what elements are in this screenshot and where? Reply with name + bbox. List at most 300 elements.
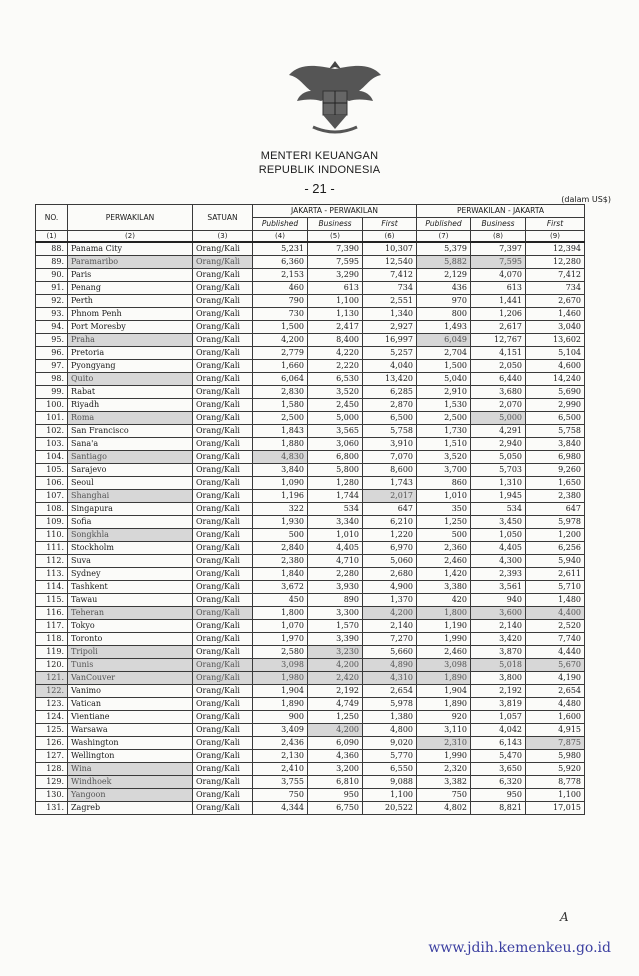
perwakilan-cell: Port Moresby xyxy=(68,321,193,334)
header-business-2: Business xyxy=(471,218,526,231)
pj-published-cell: 6,049 xyxy=(417,334,471,347)
jp-first-cell: 1,220 xyxy=(363,529,417,542)
pj-published-cell: 2,704 xyxy=(417,347,471,360)
jp-business-cell: 3,520 xyxy=(308,386,363,399)
satuan-cell: Orang/Kali xyxy=(193,242,253,256)
pj-published-cell: 2,460 xyxy=(417,555,471,568)
jp-published-cell: 1,196 xyxy=(253,490,308,503)
pj-first-cell: 5,104 xyxy=(526,347,585,360)
satuan-cell: Orang/Kali xyxy=(193,672,253,685)
pj-first-cell: 2,654 xyxy=(526,685,585,698)
jp-first-cell: 5,758 xyxy=(363,425,417,438)
pj-business-cell: 1,206 xyxy=(471,308,526,321)
pj-first-cell: 4,600 xyxy=(526,360,585,373)
row-number: 110. xyxy=(36,529,68,542)
pj-published-cell: 5,882 xyxy=(417,256,471,269)
pj-first-cell: 4,190 xyxy=(526,672,585,685)
pj-published-cell: 1,890 xyxy=(417,698,471,711)
satuan-cell: Orang/Kali xyxy=(193,581,253,594)
jp-first-cell: 647 xyxy=(363,503,417,516)
perwakilan-cell: Roma xyxy=(68,412,193,425)
jp-business-cell: 3,390 xyxy=(308,633,363,646)
table-row xyxy=(36,568,585,581)
pj-first-cell: 2,611 xyxy=(526,568,585,581)
perwakilan-cell: Tripoli xyxy=(68,646,193,659)
satuan-cell: Orang/Kali xyxy=(193,646,253,659)
satuan-cell: Orang/Kali xyxy=(193,516,253,529)
table-row xyxy=(36,646,585,659)
jp-published-cell: 4,830 xyxy=(253,451,308,464)
satuan-cell: Orang/Kali xyxy=(193,451,253,464)
row-number: 111. xyxy=(36,542,68,555)
table-row xyxy=(36,737,585,750)
pj-published-cell: 5,379 xyxy=(417,242,471,256)
jp-business-cell: 1,280 xyxy=(308,477,363,490)
satuan-cell: Orang/Kali xyxy=(193,750,253,763)
jp-business-cell: 7,390 xyxy=(308,242,363,256)
jp-business-cell: 1,130 xyxy=(308,308,363,321)
pj-published-cell: 1,904 xyxy=(417,685,471,698)
jp-published-cell: 3,409 xyxy=(253,724,308,737)
pj-first-cell: 5,980 xyxy=(526,750,585,763)
pj-business-cell: 3,600 xyxy=(471,607,526,620)
perwakilan-cell: Sarajevo xyxy=(68,464,193,477)
jp-first-cell: 2,551 xyxy=(363,295,417,308)
table-row xyxy=(36,555,585,568)
table-row xyxy=(36,685,585,698)
jp-business-cell: 3,930 xyxy=(308,581,363,594)
pj-business-cell: 3,650 xyxy=(471,763,526,776)
jp-business-cell: 2,280 xyxy=(308,568,363,581)
jp-first-cell: 2,017 xyxy=(363,490,417,503)
jp-first-cell: 734 xyxy=(363,282,417,295)
pj-published-cell: 1,250 xyxy=(417,516,471,529)
jp-published-cell: 2,380 xyxy=(253,555,308,568)
perwakilan-cell: Praha xyxy=(68,334,193,347)
satuan-cell: Orang/Kali xyxy=(193,282,253,295)
pj-published-cell: 2,500 xyxy=(417,412,471,425)
jp-business-cell: 2,450 xyxy=(308,399,363,412)
table-row xyxy=(36,373,585,386)
jp-published-cell: 790 xyxy=(253,295,308,308)
perwakilan-cell: Shanghai xyxy=(68,490,193,503)
pj-published-cell: 2,320 xyxy=(417,763,471,776)
perwakilan-cell: Seoul xyxy=(68,477,193,490)
header-perwakilan: PERWAKILAN xyxy=(68,205,193,231)
jp-business-cell: 1,100 xyxy=(308,295,363,308)
pj-published-cell: 3,110 xyxy=(417,724,471,737)
perwakilan-cell: Sofia xyxy=(68,516,193,529)
table-row xyxy=(36,763,585,776)
satuan-cell: Orang/Kali xyxy=(193,438,253,451)
pj-published-cell: 1,500 xyxy=(417,360,471,373)
pj-first-cell: 2,990 xyxy=(526,399,585,412)
jp-published-cell: 750 xyxy=(253,789,308,802)
jp-published-cell: 6,064 xyxy=(253,373,308,386)
table-row xyxy=(36,269,585,282)
pj-published-cell: 1,493 xyxy=(417,321,471,334)
jp-business-cell: 6,800 xyxy=(308,451,363,464)
row-number: 101. xyxy=(36,412,68,425)
perwakilan-cell: Tunis xyxy=(68,659,193,672)
pj-first-cell: 12,394 xyxy=(526,242,585,256)
travel-cost-table xyxy=(35,204,585,815)
pj-business-cell: 1,310 xyxy=(471,477,526,490)
jp-first-cell: 2,680 xyxy=(363,568,417,581)
row-number: 117. xyxy=(36,620,68,633)
signature-initials: A xyxy=(560,910,569,924)
satuan-cell: Orang/Kali xyxy=(193,399,253,412)
table-row xyxy=(36,308,585,321)
jp-published-cell: 4,344 xyxy=(253,802,308,815)
jp-first-cell: 1,370 xyxy=(363,594,417,607)
row-number: 107. xyxy=(36,490,68,503)
perwakilan-cell: Singapura xyxy=(68,503,193,516)
col-number: (5) xyxy=(308,231,363,243)
jp-first-cell: 1,100 xyxy=(363,789,417,802)
jp-published-cell: 6,360 xyxy=(253,256,308,269)
table-row xyxy=(36,581,585,594)
pj-published-cell: 2,360 xyxy=(417,542,471,555)
jp-business-cell: 3,060 xyxy=(308,438,363,451)
pj-business-cell: 3,819 xyxy=(471,698,526,711)
jp-published-cell: 1,930 xyxy=(253,516,308,529)
perwakilan-cell: Windhoek xyxy=(68,776,193,789)
pj-first-cell: 1,200 xyxy=(526,529,585,542)
row-number: 115. xyxy=(36,594,68,607)
jp-published-cell: 2,580 xyxy=(253,646,308,659)
jp-first-cell: 2,654 xyxy=(363,685,417,698)
pj-business-cell: 4,291 xyxy=(471,425,526,438)
table-row xyxy=(36,451,585,464)
pj-business-cell: 3,420 xyxy=(471,633,526,646)
jp-business-cell: 4,405 xyxy=(308,542,363,555)
pj-published-cell: 3,098 xyxy=(417,659,471,672)
table-row xyxy=(36,347,585,360)
jp-published-cell: 460 xyxy=(253,282,308,295)
jp-published-cell: 5,231 xyxy=(253,242,308,256)
satuan-cell: Orang/Kali xyxy=(193,425,253,438)
jp-business-cell: 6,090 xyxy=(308,737,363,750)
pj-business-cell: 534 xyxy=(471,503,526,516)
jp-first-cell: 1,380 xyxy=(363,711,417,724)
col-number: (1) xyxy=(36,231,68,243)
jp-business-cell: 4,710 xyxy=(308,555,363,568)
satuan-cell: Orang/Kali xyxy=(193,477,253,490)
pj-business-cell: 8,821 xyxy=(471,802,526,815)
perwakilan-cell: Wina xyxy=(68,763,193,776)
pj-published-cell: 1,990 xyxy=(417,750,471,763)
table-row xyxy=(36,321,585,334)
row-number: 119. xyxy=(36,646,68,659)
row-number: 127. xyxy=(36,750,68,763)
pj-business-cell: 3,800 xyxy=(471,672,526,685)
jp-first-cell: 4,890 xyxy=(363,659,417,672)
pj-published-cell: 1,530 xyxy=(417,399,471,412)
jp-first-cell: 5,770 xyxy=(363,750,417,763)
header-published-2: Published xyxy=(417,218,471,231)
row-number: 131. xyxy=(36,802,68,815)
jp-published-cell: 900 xyxy=(253,711,308,724)
pj-first-cell: 1,480 xyxy=(526,594,585,607)
row-number: 104. xyxy=(36,451,68,464)
jp-published-cell: 730 xyxy=(253,308,308,321)
jp-business-cell: 3,340 xyxy=(308,516,363,529)
table-row xyxy=(36,412,585,425)
header-published-1: Published xyxy=(253,218,308,231)
row-number: 108. xyxy=(36,503,68,516)
jp-business-cell: 1,010 xyxy=(308,529,363,542)
pj-published-cell: 3,380 xyxy=(417,581,471,594)
jp-business-cell: 3,200 xyxy=(308,763,363,776)
jp-first-cell: 5,257 xyxy=(363,347,417,360)
pj-published-cell: 970 xyxy=(417,295,471,308)
jp-business-cell: 3,230 xyxy=(308,646,363,659)
pj-published-cell: 1,990 xyxy=(417,633,471,646)
jp-first-cell: 1,340 xyxy=(363,308,417,321)
satuan-cell: Orang/Kali xyxy=(193,620,253,633)
row-number: 91. xyxy=(36,282,68,295)
jp-published-cell: 450 xyxy=(253,594,308,607)
perwakilan-cell: Tashkent xyxy=(68,581,193,594)
pj-first-cell: 3,040 xyxy=(526,321,585,334)
pj-published-cell: 2,310 xyxy=(417,737,471,750)
pj-published-cell: 800 xyxy=(417,308,471,321)
pj-business-cell: 6,440 xyxy=(471,373,526,386)
table-row xyxy=(36,711,585,724)
pj-business-cell: 5,018 xyxy=(471,659,526,672)
jp-first-cell: 9,020 xyxy=(363,737,417,750)
pj-business-cell: 5,703 xyxy=(471,464,526,477)
jp-business-cell: 6,530 xyxy=(308,373,363,386)
pj-business-cell: 4,042 xyxy=(471,724,526,737)
jp-business-cell: 2,192 xyxy=(308,685,363,698)
pj-published-cell: 350 xyxy=(417,503,471,516)
table-row xyxy=(36,542,585,555)
satuan-cell: Orang/Kali xyxy=(193,412,253,425)
jp-business-cell: 1,570 xyxy=(308,620,363,633)
row-number: 99. xyxy=(36,386,68,399)
table-row xyxy=(36,464,585,477)
pj-business-cell: 2,940 xyxy=(471,438,526,451)
jp-published-cell: 2,830 xyxy=(253,386,308,399)
table-row xyxy=(36,698,585,711)
table-row xyxy=(36,503,585,516)
row-number: 103. xyxy=(36,438,68,451)
pj-first-cell: 5,920 xyxy=(526,763,585,776)
pj-business-cell: 940 xyxy=(471,594,526,607)
satuan-cell: Orang/Kali xyxy=(193,698,253,711)
row-number: 130. xyxy=(36,789,68,802)
pj-business-cell: 5,050 xyxy=(471,451,526,464)
jp-business-cell: 3,290 xyxy=(308,269,363,282)
jp-business-cell: 950 xyxy=(308,789,363,802)
satuan-cell: Orang/Kali xyxy=(193,737,253,750)
jp-first-cell: 7,270 xyxy=(363,633,417,646)
pj-first-cell: 5,758 xyxy=(526,425,585,438)
row-number: 126. xyxy=(36,737,68,750)
satuan-cell: Orang/Kali xyxy=(193,269,253,282)
jp-published-cell: 2,130 xyxy=(253,750,308,763)
table-row xyxy=(36,659,585,672)
pj-published-cell: 3,700 xyxy=(417,464,471,477)
pj-business-cell: 950 xyxy=(471,789,526,802)
row-number: 95. xyxy=(36,334,68,347)
table-row xyxy=(36,789,585,802)
perwakilan-cell: Warsawa xyxy=(68,724,193,737)
pj-first-cell: 647 xyxy=(526,503,585,516)
row-number: 129. xyxy=(36,776,68,789)
perwakilan-cell: Vatican xyxy=(68,698,193,711)
jp-published-cell: 1,580 xyxy=(253,399,308,412)
pj-published-cell: 2,129 xyxy=(417,269,471,282)
pj-business-cell: 4,405 xyxy=(471,542,526,555)
jp-published-cell: 500 xyxy=(253,529,308,542)
satuan-cell: Orang/Kali xyxy=(193,542,253,555)
pj-first-cell: 17,015 xyxy=(526,802,585,815)
pj-business-cell: 2,140 xyxy=(471,620,526,633)
perwakilan-cell: Phnom Penh xyxy=(68,308,193,321)
jp-business-cell: 5,000 xyxy=(308,412,363,425)
pj-first-cell: 5,710 xyxy=(526,581,585,594)
jp-published-cell: 2,500 xyxy=(253,412,308,425)
jp-published-cell: 4,200 xyxy=(253,334,308,347)
table-row xyxy=(36,802,585,815)
jp-published-cell: 2,153 xyxy=(253,269,308,282)
satuan-cell: Orang/Kali xyxy=(193,256,253,269)
pj-first-cell: 2,380 xyxy=(526,490,585,503)
jp-published-cell: 3,840 xyxy=(253,464,308,477)
table-row xyxy=(36,386,585,399)
header-jakarta-perwakilan: JAKARTA - PERWAKILAN xyxy=(253,205,417,218)
row-number: 106. xyxy=(36,477,68,490)
pj-published-cell: 2,910 xyxy=(417,386,471,399)
jp-business-cell: 6,810 xyxy=(308,776,363,789)
perwakilan-cell: Toronto xyxy=(68,633,193,646)
pj-published-cell: 1,800 xyxy=(417,607,471,620)
jp-first-cell: 5,060 xyxy=(363,555,417,568)
pj-published-cell: 1,890 xyxy=(417,672,471,685)
pj-first-cell: 4,480 xyxy=(526,698,585,711)
perwakilan-cell: Penang xyxy=(68,282,193,295)
row-number: 89. xyxy=(36,256,68,269)
header-perwakilan-jakarta: PERWAKILAN - JAKARTA xyxy=(417,205,585,218)
perwakilan-cell: Tokyo xyxy=(68,620,193,633)
jp-business-cell: 4,360 xyxy=(308,750,363,763)
table-row xyxy=(36,438,585,451)
table-row xyxy=(36,490,585,503)
satuan-cell: Orang/Kali xyxy=(193,802,253,815)
pj-published-cell: 1,420 xyxy=(417,568,471,581)
jp-first-cell: 12,540 xyxy=(363,256,417,269)
jdih-url-link[interactable]: www.jdih.kemenkeu.go.id xyxy=(428,940,611,956)
jp-business-cell: 3,565 xyxy=(308,425,363,438)
pj-first-cell: 5,978 xyxy=(526,516,585,529)
pj-first-cell: 7,740 xyxy=(526,633,585,646)
pj-business-cell: 12,767 xyxy=(471,334,526,347)
jp-published-cell: 1,904 xyxy=(253,685,308,698)
row-number: 90. xyxy=(36,269,68,282)
row-number: 98. xyxy=(36,373,68,386)
pj-first-cell: 2,670 xyxy=(526,295,585,308)
pj-first-cell: 4,915 xyxy=(526,724,585,737)
perwakilan-cell: Pyongyang xyxy=(68,360,193,373)
pj-published-cell: 420 xyxy=(417,594,471,607)
perwakilan-cell: Pretoria xyxy=(68,347,193,360)
pj-published-cell: 500 xyxy=(417,529,471,542)
jp-first-cell: 4,310 xyxy=(363,672,417,685)
perwakilan-cell: Perth xyxy=(68,295,193,308)
pj-published-cell: 750 xyxy=(417,789,471,802)
pj-first-cell: 1,600 xyxy=(526,711,585,724)
header-business-1: Business xyxy=(308,218,363,231)
jp-published-cell: 1,880 xyxy=(253,438,308,451)
satuan-cell: Orang/Kali xyxy=(193,633,253,646)
jp-first-cell: 4,200 xyxy=(363,607,417,620)
jp-business-cell: 1,744 xyxy=(308,490,363,503)
jp-business-cell: 7,595 xyxy=(308,256,363,269)
row-number: 93. xyxy=(36,308,68,321)
row-number: 100. xyxy=(36,399,68,412)
pj-first-cell: 4,440 xyxy=(526,646,585,659)
jp-published-cell: 322 xyxy=(253,503,308,516)
satuan-cell: Orang/Kali xyxy=(193,711,253,724)
col-number: (3) xyxy=(193,231,253,243)
satuan-cell: Orang/Kali xyxy=(193,594,253,607)
pj-business-cell: 2,393 xyxy=(471,568,526,581)
jp-first-cell: 6,500 xyxy=(363,412,417,425)
row-number: 113. xyxy=(36,568,68,581)
perwakilan-cell: San Francisco xyxy=(68,425,193,438)
pj-business-cell: 6,320 xyxy=(471,776,526,789)
jp-business-cell: 613 xyxy=(308,282,363,295)
pj-business-cell: 7,397 xyxy=(471,242,526,256)
satuan-cell: Orang/Kali xyxy=(193,555,253,568)
jp-first-cell: 6,285 xyxy=(363,386,417,399)
jp-first-cell: 4,800 xyxy=(363,724,417,737)
header-no: NO. xyxy=(36,205,68,231)
table-body xyxy=(36,242,585,815)
perwakilan-cell: Tawau xyxy=(68,594,193,607)
perwakilan-cell: Santiago xyxy=(68,451,193,464)
pj-business-cell: 5,000 xyxy=(471,412,526,425)
jp-published-cell: 1,843 xyxy=(253,425,308,438)
pj-first-cell: 1,650 xyxy=(526,477,585,490)
perwakilan-cell: Suva xyxy=(68,555,193,568)
jp-first-cell: 16,997 xyxy=(363,334,417,347)
perwakilan-cell: Rabat xyxy=(68,386,193,399)
jp-published-cell: 2,779 xyxy=(253,347,308,360)
table-row xyxy=(36,295,585,308)
row-number: 102. xyxy=(36,425,68,438)
pj-first-cell: 3,840 xyxy=(526,438,585,451)
garuda-emblem-icon xyxy=(285,55,385,140)
jp-first-cell: 6,970 xyxy=(363,542,417,555)
perwakilan-cell: Panama City xyxy=(68,242,193,256)
table-row xyxy=(36,594,585,607)
row-number: 124. xyxy=(36,711,68,724)
satuan-cell: Orang/Kali xyxy=(193,347,253,360)
pj-business-cell: 3,870 xyxy=(471,646,526,659)
pj-first-cell: 1,100 xyxy=(526,789,585,802)
jp-business-cell: 6,750 xyxy=(308,802,363,815)
jp-business-cell: 3,300 xyxy=(308,607,363,620)
jp-first-cell: 1,743 xyxy=(363,477,417,490)
pj-business-cell: 4,300 xyxy=(471,555,526,568)
row-number: 109. xyxy=(36,516,68,529)
perwakilan-cell: Zagreb xyxy=(68,802,193,815)
satuan-cell: Orang/Kali xyxy=(193,776,253,789)
